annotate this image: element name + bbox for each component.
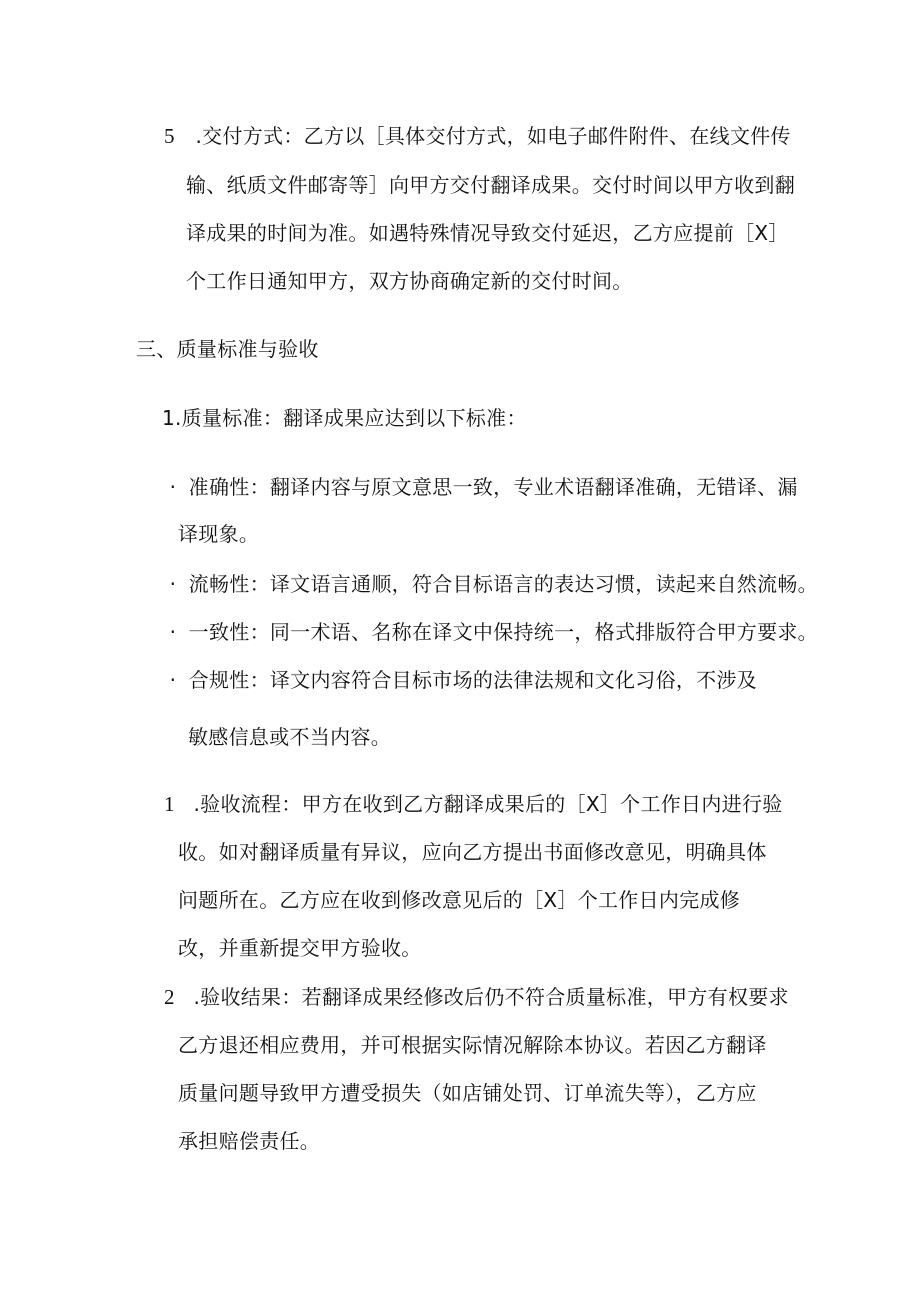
quality-bullet-compliance <box>164 666 757 694</box>
acceptance-line-4: 改，并重新提交甲方验收。 <box>178 936 422 960</box>
result-number: 2 <box>164 985 175 1009</box>
quality-bullet-fluency <box>164 570 818 598</box>
acceptance-text-1: .验收流程：甲方在收到乙方翻译成果后的［X］个工作日内进行验 <box>193 792 783 816</box>
quality-bullet-consistency <box>164 618 818 646</box>
quality-bullet-compliance-cont: 敏感信息或不当内容。 <box>188 725 391 749</box>
section5-line-1 <box>164 122 791 150</box>
quality-bullet-accuracy-cont: 译现象。 <box>178 522 260 546</box>
bullet-dot: · <box>169 620 177 644</box>
section5-text-1: .交付方式：乙方以［具体交付方式，如电子邮件附件、在线文件传 <box>195 124 791 148</box>
section-heading-3: 三、质量标准与验收 <box>136 337 319 361</box>
result-text-1: .验收结果：若翻译成果经修改后仍不符合质量标准，甲方有权要求 <box>193 985 789 1009</box>
bullet-text: 流畅性：译文语言通顺，符合目标语言的表达习惯，读起来自然流畅。 <box>188 572 818 596</box>
bullet-text: 合规性：译文内容符合目标市场的法律法规和文化习俗，不涉及 <box>188 668 758 692</box>
section5-line-4: 个工作日通知甲方，双方协商确定新的交付时间。 <box>186 269 633 293</box>
acceptance-line-3: 问题所在。乙方应在收到修改意见后的［X］个工作日内完成修 <box>178 888 741 912</box>
section5-line-2: 输、纸质文件邮寄等］向甲方交付翻译成果。交付时间以甲方收到翻 <box>186 173 795 197</box>
quality-intro: 1.质量标准：翻译成果应达到以下标准： <box>162 406 527 430</box>
bullet-dot: · <box>169 668 177 692</box>
result-line-4: 承担赔偿责任。 <box>178 1129 321 1153</box>
bullet-dot: · <box>169 572 177 596</box>
quality-bullet-accuracy <box>164 473 798 501</box>
result-line-3: 质量问题导致甲方遭受损失（如店铺处罚、订单流失等），乙方应 <box>178 1081 757 1105</box>
acceptance-line-2: 收。如对翻译质量有异议，应向乙方提出书面修改意见，明确具体 <box>178 840 767 864</box>
result-line-2: 乙方退还相应费用，并可根据实际情况解除本协议。若因乙方翻译 <box>178 1033 767 1057</box>
bullet-text: 一致性：同一术语、名称在译文中保持统一，格式排版符合甲方要求。 <box>188 620 818 644</box>
bullet-dot: · <box>169 475 177 499</box>
bullet-text: 准确性：翻译内容与原文意思一致，专业术语翻译准确，无错译、漏 <box>188 475 798 499</box>
acceptance-line-1 <box>164 790 783 818</box>
section5-number: 5 <box>164 124 175 148</box>
section5-line-3: 译成果的时间为准。如遇特殊情况导致交付延迟，乙方应提前［X］ <box>186 221 789 245</box>
acceptance-number: 1 <box>164 792 175 816</box>
result-line-1 <box>164 983 789 1011</box>
